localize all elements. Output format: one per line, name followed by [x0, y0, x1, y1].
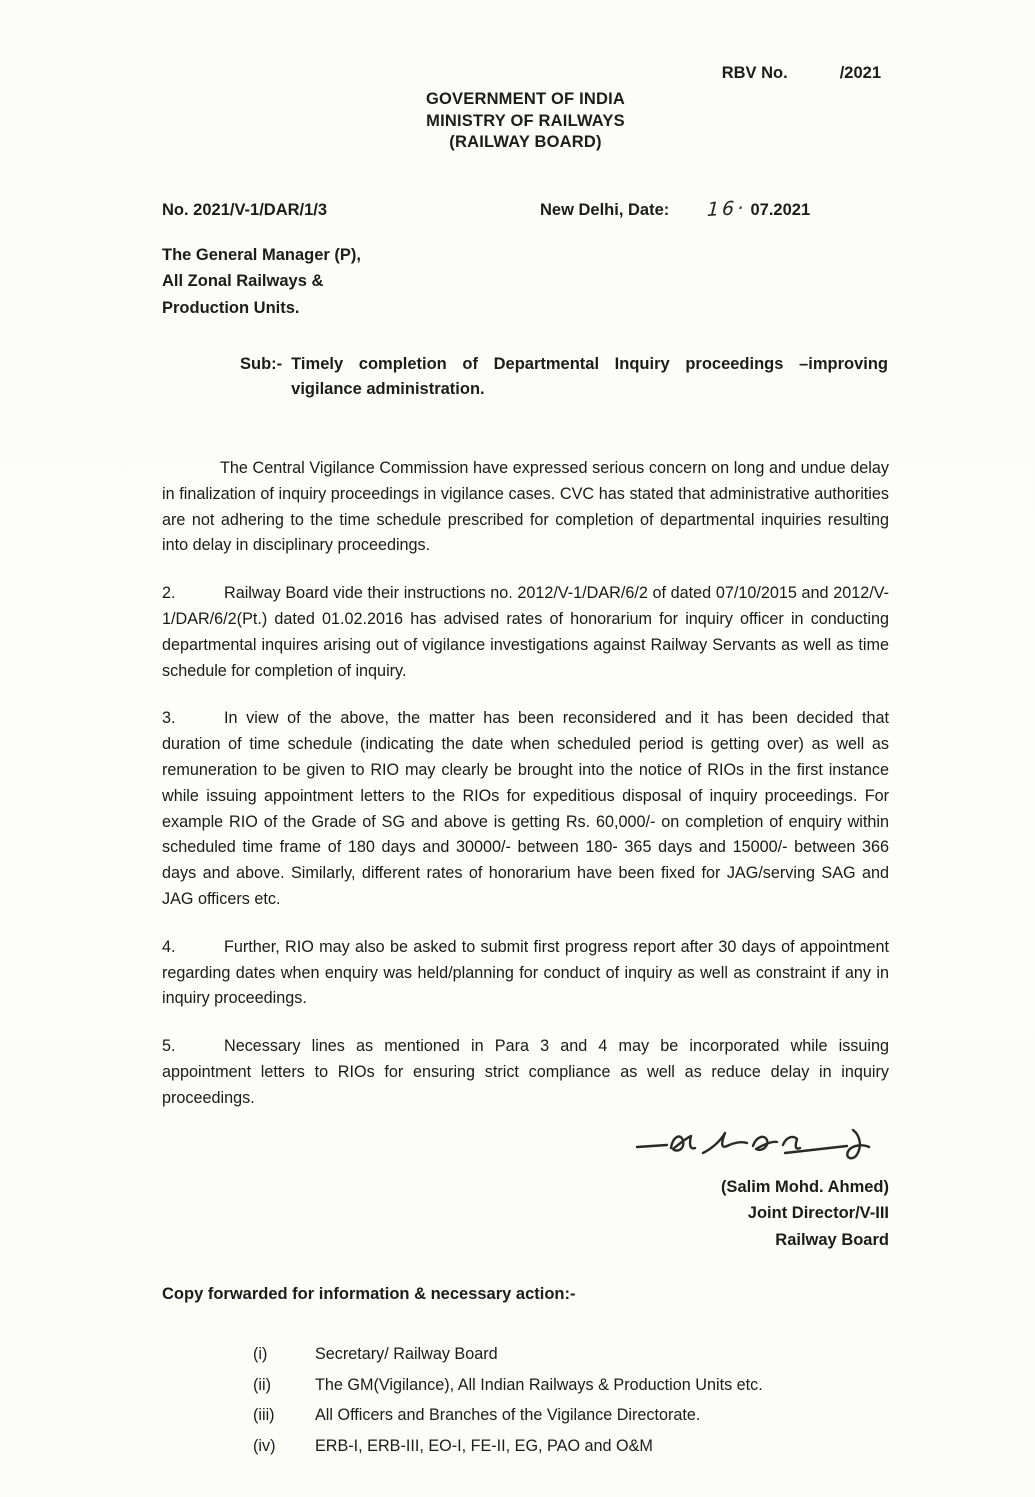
copy-item-1: [253, 1342, 889, 1367]
signatory-name: (Salim Mohd. Ahmed): [720, 1177, 889, 1196]
paragraph-2: [162, 581, 889, 684]
paragraph-number: 5.: [162, 1037, 176, 1056]
addressee-line: Production Units.: [162, 298, 300, 317]
copy-item-number: (iv): [253, 1436, 276, 1455]
copy-item-2: [253, 1373, 889, 1398]
rbv-label: RBV No.: [721, 64, 788, 82]
signatory-block: [162, 1174, 889, 1254]
paragraph-4: [162, 935, 889, 1012]
subject-label: Sub:-: [240, 355, 283, 373]
letter-body: [162, 456, 889, 1112]
copy-item-number: (ii): [253, 1375, 271, 1394]
paragraph-number: 3.: [162, 709, 176, 728]
copy-item-number: (i): [253, 1345, 268, 1364]
paragraph-1: The Central Vigilance Commission have expressed serious concern on long and undue delay in finalization of inquiry proceedings in vigilance cases. CVC has stated that administrative authorities are not adhering to the time schedule prescribed for completion of departmental inquiries resulting into delay in disciplinary proceedings.: [162, 459, 889, 555]
subject-line: [240, 352, 888, 402]
place-date-label: New Delhi, Date:: [540, 200, 670, 219]
paragraph-number: 2.: [162, 584, 176, 603]
handwritten-signature-icon: [635, 1120, 885, 1166]
copy-item-number: (iii): [253, 1406, 275, 1425]
paragraph-text: Further, RIO may also be asked to submit first progress report after 30 days of appointment regarding dates when enquiry was held/planning for conduct of inquiry as well as constraint if any in inquiry proceedings.: [162, 937, 889, 1008]
copy-item-3: [253, 1403, 889, 1428]
reference-date-row: [162, 198, 889, 220]
addressee-block: [162, 242, 889, 322]
letterhead: [162, 89, 889, 154]
signatory-office: Railway Board: [775, 1230, 889, 1249]
paragraph-text: Railway Board vide their instructions no. 2012/V-1/DAR/6/2 of dated 07/10/2015 and 2012/V-1/DAR/6/2(Pt.) dated 01.02.2016 has advised rates of honorarium for inquiry officer in conducting departmental inquires arising out of vigilance investigations against Railway Servants as well as time schedule for completion of inquiry.: [162, 584, 889, 680]
letter-number: No. 2021/V-1/DAR/1/3: [162, 200, 328, 219]
paragraph-text: Necessary lines as mentioned in Para 3 and 4 may be incorporated while issuing appointment letters to RIOs for ensuring strict compliance as well as reduce delay in inquiry proceedings.: [162, 1037, 889, 1107]
paragraph-text: In view of the above, the matter has been reconsidered and it has been decided that duration of time schedule (indicating the date when scheduled period is getting over) as well as remuneration to be given to RIO may clearly be brought into the notice of RIOs in the first instance while issuing appointment letters to the RIOs for expeditious disposal of inquiry proceedings. For example RIO of the Grade of SG and above is getting Rs. 60,000/- on completion of enquiry within scheduled time frame of 180 days and 30000/- between 180- 365 days and 15000/- between 366 days and above. Similarly, different rates of honorarium have been fixed for JAG/serving SAG and JAG officers etc.: [162, 709, 889, 908]
paragraph-3: [162, 706, 889, 912]
copy-item-text: Secretary/ Railway Board: [315, 1345, 498, 1364]
rbv-ref-line: [162, 64, 889, 83]
subject-text: Timely completion of Departmental Inquiry proceedings –improving vigilance administration.: [291, 355, 888, 398]
date-value: [707, 198, 810, 220]
copy-forwarded-heading: Copy forwarded for information & necessary action:-: [162, 1285, 576, 1304]
paragraph-number: 4.: [162, 937, 176, 956]
copy-forwarded-list: [162, 1342, 889, 1458]
paragraph-5: [162, 1034, 889, 1111]
addressee-line: All Zonal Railways &: [162, 272, 324, 290]
letterhead-line-government: GOVERNMENT OF INDIA: [425, 90, 626, 108]
printed-date: 07.2021: [750, 200, 811, 219]
copy-item-text: All Officers and Branches of the Vigilance Directorate.: [315, 1406, 701, 1425]
copy-item-text: ERB-I, ERB-III, EO-I, FE-II, EG, PAO and O&M: [315, 1436, 653, 1455]
signatory-designation: Joint Director/V-III: [747, 1204, 889, 1223]
signature-area: [162, 1120, 889, 1166]
letterhead-line-board: (RAILWAY BOARD): [449, 133, 602, 151]
addressee-line: The General Manager (P),: [162, 245, 361, 264]
rbv-year: /2021: [839, 64, 881, 82]
handwritten-date-day: 16·: [706, 196, 748, 221]
letterhead-line-ministry: MINISTRY OF RAILWAYS: [426, 111, 625, 130]
copy-item-4: [253, 1434, 889, 1459]
copy-item-text: The GM(Vigilance), All Indian Railways & Production Units etc.: [315, 1375, 763, 1394]
